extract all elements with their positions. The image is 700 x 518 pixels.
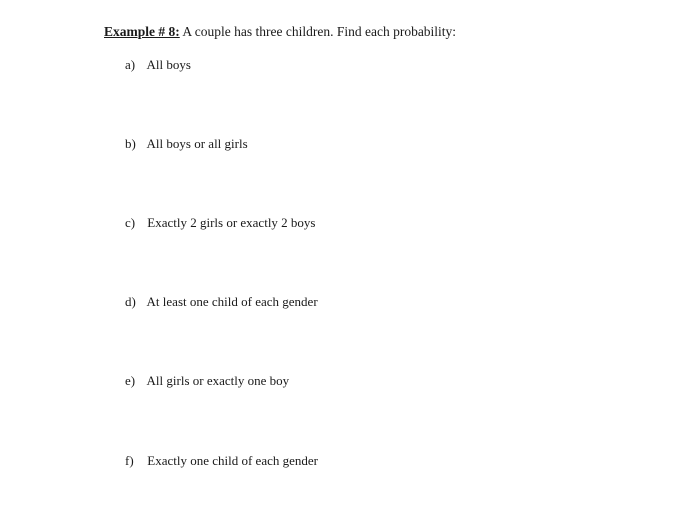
question-text: All boys: [146, 57, 191, 72]
example-prompt: A couple has three children. Find each probability:: [182, 24, 457, 39]
question-text: All girls or exactly one boy: [146, 373, 290, 388]
question-text: All boys or all girls: [146, 136, 248, 151]
question-f: [125, 453, 318, 469]
question-letter: c): [125, 215, 136, 230]
question-d: [125, 294, 318, 310]
example-label: Example # 8:: [104, 24, 180, 39]
question-e: [125, 373, 289, 389]
question-text: At least one child of each gender: [146, 294, 318, 309]
question-letter: a): [125, 57, 136, 72]
question-letter: f): [125, 453, 134, 468]
example-heading: [104, 24, 456, 40]
question-letter: d): [125, 294, 136, 309]
question-text: Exactly 2 girls or exactly 2 boys: [147, 215, 316, 230]
question-text: Exactly one child of each gender: [147, 453, 318, 468]
question-letter: e): [125, 373, 136, 388]
question-a: [125, 57, 191, 73]
question-c: [125, 215, 316, 231]
question-b: [125, 136, 248, 152]
question-letter: b): [125, 136, 136, 151]
